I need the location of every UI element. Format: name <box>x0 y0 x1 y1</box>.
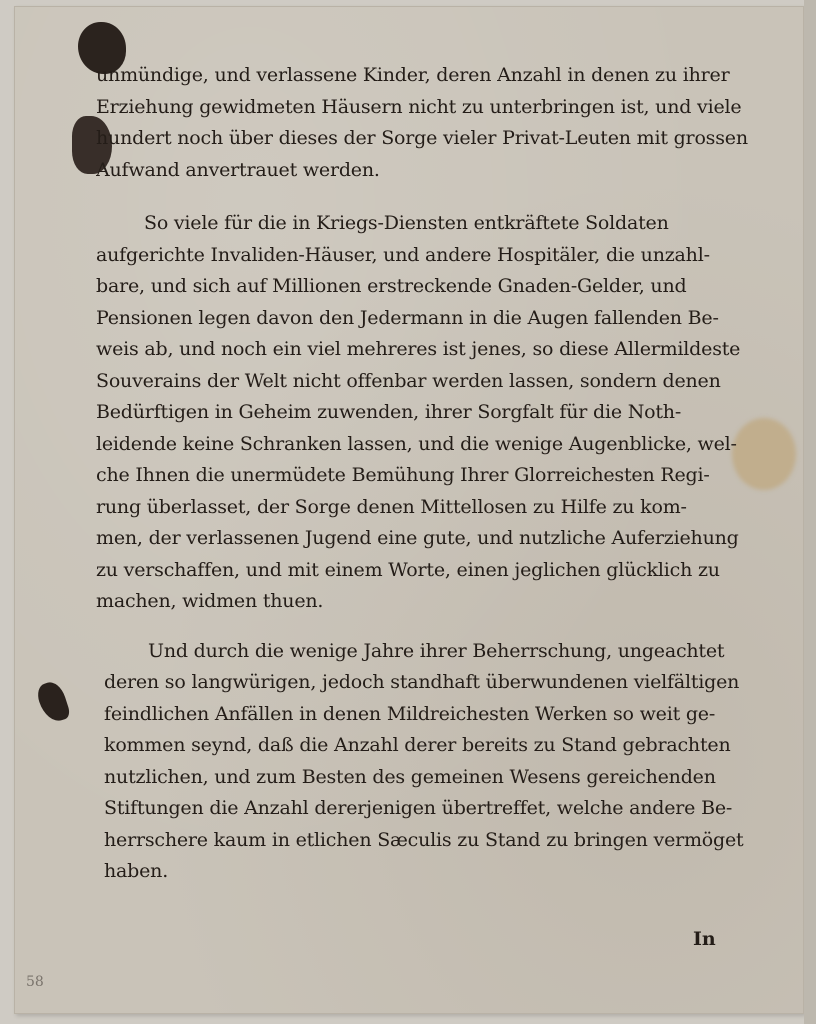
paragraph-1 <box>96 60 756 186</box>
text-line: machen, widmen thuen. <box>96 590 324 612</box>
text-line: unmündige, und verlassene Kinder, deren Anzahl in denen zu ihrer <box>96 64 730 86</box>
text-line: kommen seynd, daß die Anzahl derer bereits zu Stand gebrachten <box>104 734 731 756</box>
text-line: che Ihnen die unermüdete Bemühung Ihrer Glorreichesten Regi- <box>96 464 710 486</box>
text-line: zu verschaffen, und mit einem Worte, einen jeglichen glücklich zu <box>96 558 720 581</box>
text-line: Souverains der Welt nicht offenbar werden lassen, sondern denen <box>96 369 721 392</box>
text-line: men, der verlassenen Jugend eine gute, und nutzliche Auferziehung <box>96 527 739 549</box>
page-edge <box>804 0 816 1024</box>
catchword: In <box>693 928 716 950</box>
text-line: weis ab, und noch ein viel mehreres ist jenes, so diese Allermildeste <box>96 338 741 360</box>
text-line: deren so langwürigen, jedoch standhaft überwundenen vielfältigen <box>104 671 740 693</box>
text-line: Pensionen legen davon den Jedermann in die Augen fallenden Be- <box>96 306 719 329</box>
page-mark: 58 <box>26 974 44 990</box>
text-line: Und durch die wenige Jahre ihrer Beherrschung, ungeachtet <box>148 639 725 662</box>
text-line: rung überlasset, der Sorge denen Mittellosen zu Hilfe zu kom- <box>96 495 687 518</box>
text-line: herrschere kaum in etlichen Sæculis zu Stand zu bringen vermöget <box>104 828 744 851</box>
text-line: leidende keine Schranken lassen, und die wenige Augenblicke, wel- <box>96 432 737 455</box>
text-line: feindlichen Anfällen in denen Mildreichesten Werken so weit ge- <box>104 702 716 725</box>
text-line: Bedürftigen in Geheim zuwenden, ihrer Sorgfalt für die Noth- <box>96 401 682 423</box>
text-line: Stiftungen die Anzahl dererjenigen übertreffet, welche andere Be- <box>104 797 733 819</box>
text-line: hundert noch über dieses der Sorge vieler Privat-Leuten mit grossen <box>96 127 748 149</box>
text-line: Aufwand anvertrauet werden. <box>96 158 380 181</box>
text-line: nutzlichen, und zum Besten des gemeinen Wesens gereichenden <box>104 765 716 788</box>
paragraph-3 <box>96 636 756 888</box>
text-line: aufgerichte Invaliden-Häuser, und andere Hospitäler, die unzahl- <box>96 243 710 266</box>
text-line: So viele für die in Kriegs-Diensten entkräftete Soldaten <box>144 212 669 234</box>
paragraph-2 <box>96 208 756 618</box>
text-line: bare, und sich auf Millionen erstreckende Gnaden-Gelder, und <box>96 275 687 297</box>
text-line: haben. <box>104 860 169 882</box>
body-text <box>96 60 756 888</box>
text-line: Erziehung gewidmeten Häusern nicht zu unterbringen ist, und viele <box>96 95 742 118</box>
